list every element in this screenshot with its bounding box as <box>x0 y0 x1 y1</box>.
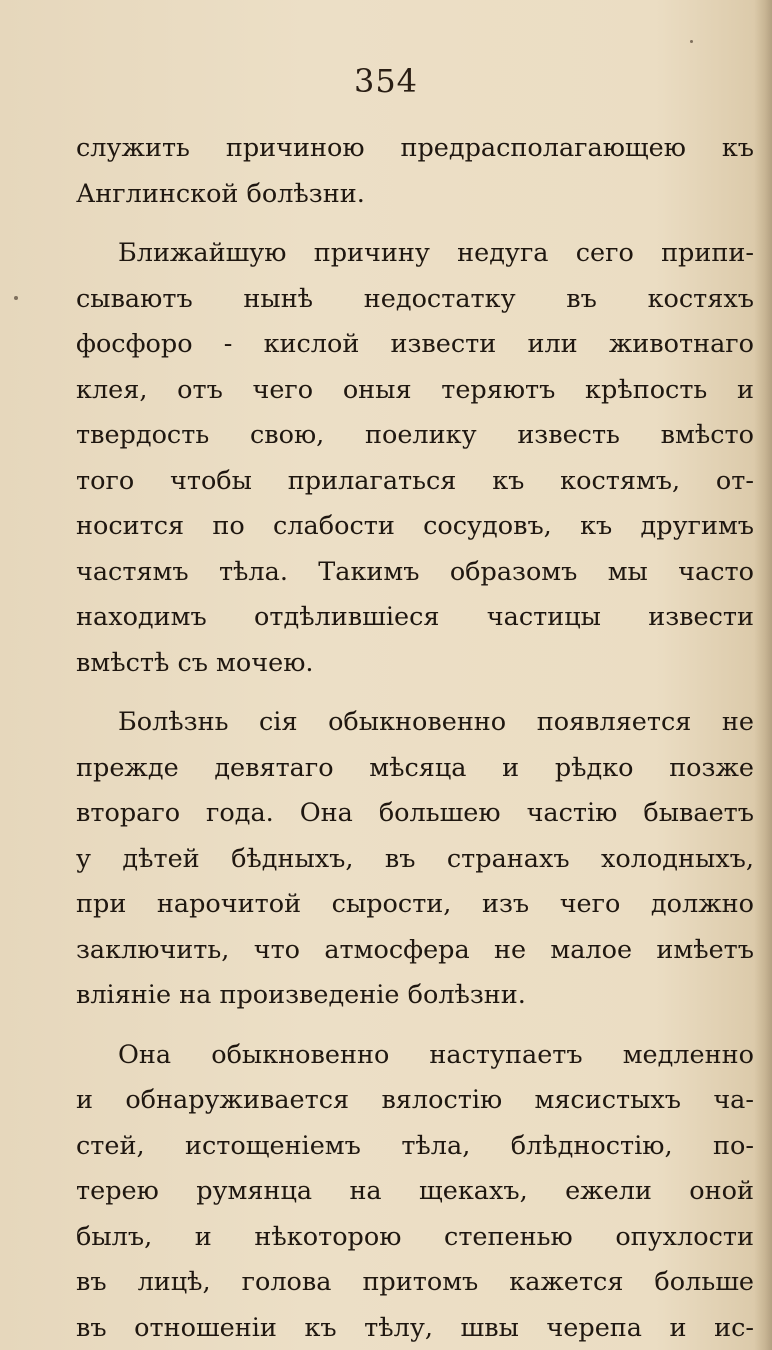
text-line: въ отношеніи къ тѣлу, швы черепа и ис- <box>76 1312 754 1343</box>
text-line: носится по слабости сосудовъ, къ другимъ <box>76 511 754 541</box>
text-line: и обнаруживается вялостію мясистыхъ ча- <box>76 1085 754 1115</box>
text-line: вліяніе на произведеніе болѣзни. <box>76 980 526 1010</box>
text-line: заключить, что атмосфера не малое имѣетъ <box>76 934 754 965</box>
text-line: частямъ тѣла. Такимъ образомъ мы часто <box>76 556 754 587</box>
text-line: твердость свою, поелику известь вмѣсто <box>76 420 754 450</box>
text-line: терею румянца на щекахъ, ежели оной <box>76 1176 754 1206</box>
text-line: у дѣтей бѣдныхъ, въ странахъ холодныхъ, <box>76 843 754 874</box>
text-line: фосфоро - кислой извести или животнаго <box>76 329 754 359</box>
text-line: клея, отъ чего оныя теряютъ крѣпость и <box>76 374 754 405</box>
text-line: стей, истощеніемъ тѣла, блѣдностію, по- <box>76 1130 754 1161</box>
text-line: Болѣзнь сія обыкновенно появляется не <box>118 707 754 737</box>
text-line: былъ, и нѣкоторою степенью опухлости <box>76 1221 754 1252</box>
ink-speck <box>14 296 18 300</box>
text-line: сываютъ нынѣ недостатку въ костяхъ <box>76 283 754 314</box>
text-line: Ближайшую причину недуга сего припи- <box>118 238 754 268</box>
body-text <box>76 126 754 1350</box>
text-line: того чтобы прилагаться къ костямъ, от- <box>76 465 754 496</box>
page-edge-shadow <box>754 0 772 1350</box>
text-line: втораго года. Она большею частію бываетъ <box>76 798 754 828</box>
ink-speck <box>690 40 693 43</box>
text-line: прежде девятаго мѣсяца и рѣдко позже <box>76 752 754 783</box>
paragraph <box>76 700 754 1019</box>
text-line: вмѣстѣ съ мочею. <box>76 647 314 678</box>
paragraph <box>76 126 754 217</box>
text-line: Она обыкновенно наступаетъ медленно <box>118 1039 754 1070</box>
paragraph <box>76 1033 754 1350</box>
page-number: 354 <box>353 62 419 100</box>
text-line: находимъ отдѣлившіеся частицы извести <box>76 602 754 632</box>
text-line: служить причиною предрасполагающею къ <box>76 133 754 163</box>
text-line: Англинской болѣзни. <box>76 178 365 209</box>
text-line: при нарочитой сырости, изъ чего должно <box>76 889 754 919</box>
paragraph <box>76 231 754 686</box>
text-line: въ лицѣ, голова притомъ кажется больше <box>76 1267 754 1297</box>
